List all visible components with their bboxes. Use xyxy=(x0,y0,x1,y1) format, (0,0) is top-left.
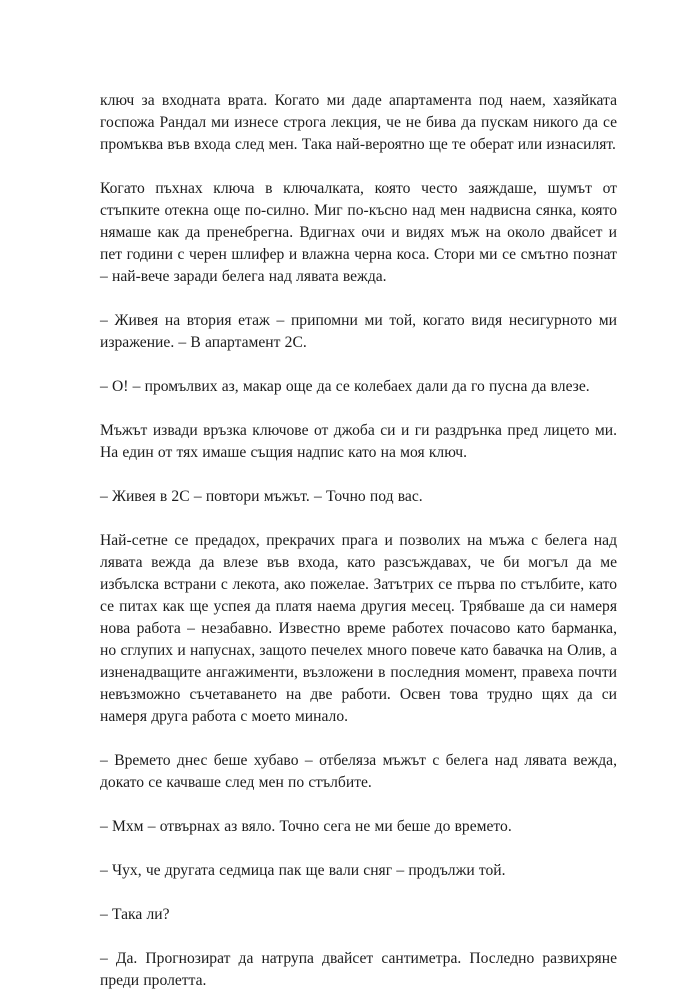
paragraph: ключ за входната врата. Когато ми даде апартамента под наем, хазяйката госпожа Рандал ми изнесе строга лекция, че не бива да пускам никого да се промъква във входа след мен. Така най-вероятно ще те оберат или изнасилят. xyxy=(100,92,617,153)
paragraph: – Времето днес беше хубаво – отбеляза мъжът с белега над лявата вежда, докато се качваше след мен по стълбите. xyxy=(100,752,617,791)
paragraph: Когато пъхнах ключа в ключалката, която често заяждаше, шумът от стъпките отекна още по-силно. Миг по-късно над мен надвисна сянка, която нямаше как да пренебрегна. Вдигнах очи и видях мъж на около двайсет и пет години с черен шлифер и влажна черна коса. Стори ми се смътно познат – най-вече заради белега над лявата вежда. xyxy=(100,180,617,285)
paragraph: – Чух, че другата седмица пак ще вали сняг – продължи той. xyxy=(100,862,506,879)
paragraph: – О! – промълвих аз, макар още да се колебаех дали да го пусна да влезе. xyxy=(100,378,590,395)
paragraph: Мъжът извади връзка ключове от джоба си и ги раздрънка пред лицето ми. На един от тях имаше същия надпис като на моя ключ. xyxy=(100,422,617,461)
paragraph: Най-сетне се предадох, прекрачих прага и позволих на мъжа с белега над лявата вежда да влезе във входа, като разсъждавах, че би могъл да ме избълска встрани с лекота, ако пожелае. Затътрих се първа по стълбите, като се питах как ще успея да платя наема другия месец. Трябваше да си намеря нова работа – незабавно. Известно време работех почасово като барманка, но сглупих и напуснах, защото печелех много повече като бавачка на Олив, а изненадващите ангажименти, възложени в последния момент, правеха почти невъзможно съчетаването на две работи. Освен това трудно щях да си намеря друга работа с моето минало. xyxy=(100,532,617,725)
paragraph: – Живея в 2С – повтори мъжът. – Точно под вас. xyxy=(100,488,423,505)
paragraph: – Да. Прогнозират да натрупа двайсет сантиметра. Последно развихряне преди пролетта. xyxy=(100,950,617,989)
paragraph: – Мхм – отвърнах аз вяло. Точно сега не ми беше до времето. xyxy=(100,818,512,835)
paragraph: – Така ли? xyxy=(100,906,170,923)
paragraph: – Живея на втория етаж – припомни ми той, когато видя несигурното ми изражение. – В апартамент 2С. xyxy=(100,312,617,351)
